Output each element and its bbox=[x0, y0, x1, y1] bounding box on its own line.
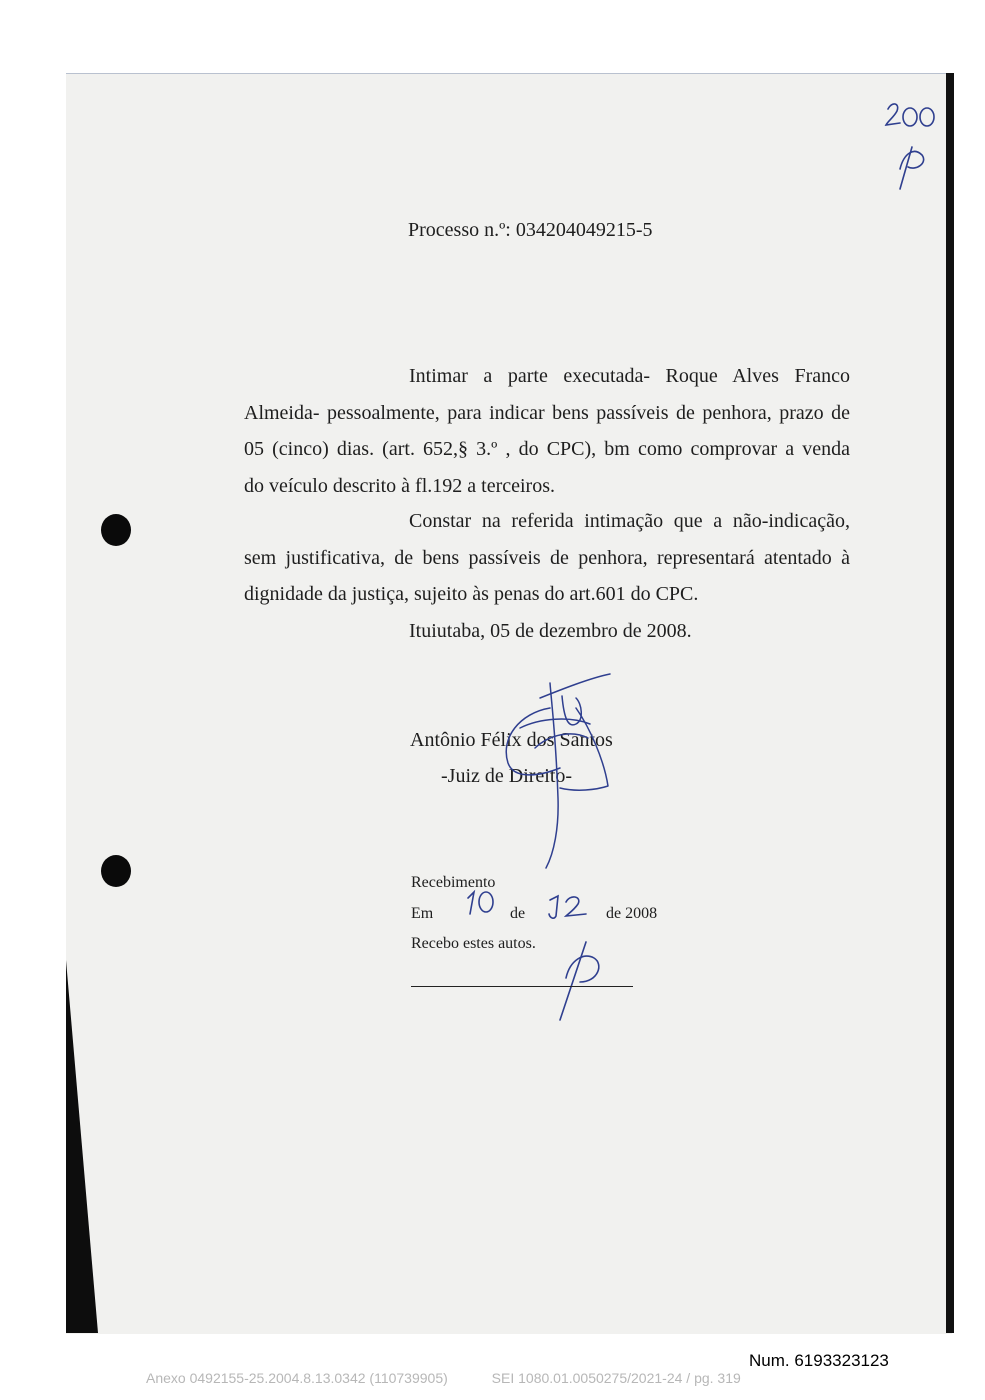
paragraph-constar bbox=[244, 503, 850, 613]
receipt-initials bbox=[550, 938, 620, 1022]
text-line: 05 (cinco) dias. (art. 652,§ 3.º , do CPC), bm como comprovar a venda bbox=[244, 438, 850, 460]
punch-hole bbox=[101, 514, 131, 546]
text-line: Almeida- pessoalmente, para indicar bens passíveis de penhora, prazo de bbox=[244, 401, 850, 424]
receipt-em-label: Em bbox=[411, 905, 434, 922]
text-line: do veículo descrito à fl.192 a terceiros. bbox=[244, 474, 555, 497]
process-number: Processo n.º: 034204049215-5 bbox=[408, 219, 653, 241]
text-line: dignidade da justiça, sujeito às penas do art.601 do CPC. bbox=[244, 583, 699, 605]
judge-name: Antônio Félix dos Santos bbox=[410, 729, 613, 751]
annex-reference: Anexo 0492155-25.2004.8.13.0342 (110739905) bbox=[146, 1370, 448, 1386]
sei-reference: SEI 1080.01.0050275/2021-24 / pg. 319 bbox=[491, 1370, 741, 1386]
text-line: Intimar a parte executada- Roque Alves Franco bbox=[409, 365, 850, 387]
document-number: Num. 6193323123 bbox=[749, 1351, 889, 1370]
scan-edge-shadow-left bbox=[66, 960, 106, 1333]
judge-title: -Juiz de Direito- bbox=[441, 765, 573, 787]
handwritten-day bbox=[462, 888, 502, 918]
paragraph-intimation bbox=[244, 358, 850, 504]
signature-line bbox=[411, 986, 633, 987]
text-line: sem justificativa, de bens passíveis de penhora, representará atentado à bbox=[244, 546, 850, 569]
receipt-year: de 2008 bbox=[606, 905, 658, 922]
punch-hole bbox=[101, 855, 131, 887]
handwritten-month bbox=[546, 892, 590, 922]
receipt-heading: Recebimento bbox=[411, 874, 496, 891]
text-line: Constar na referida intimação que a não-indicação, bbox=[409, 510, 850, 532]
receipt-de-label: de bbox=[510, 905, 526, 922]
handwritten-page-number bbox=[880, 95, 950, 195]
judge-signature bbox=[480, 668, 630, 873]
receipt-received-text: Recebo estes autos. bbox=[411, 935, 536, 952]
city-date: Ituiutaba, 05 de dezembro de 2008. bbox=[409, 620, 692, 642]
scan-edge-shadow bbox=[946, 73, 954, 1333]
footer-reference bbox=[146, 1370, 781, 1386]
